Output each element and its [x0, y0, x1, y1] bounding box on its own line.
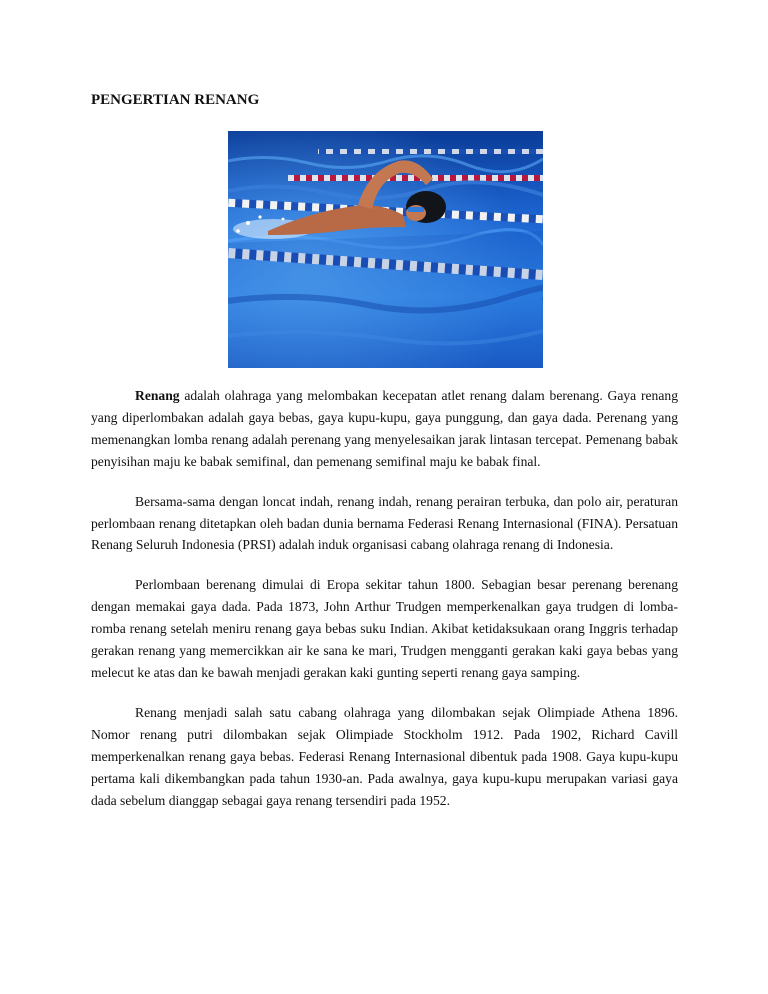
paragraph: Bersama-sama dengan loncat indah, renang indah, renang perairan terbuka, dan polo air, peraturan perlombaan renang ditetapkan oleh badan dunia bernama Federasi Renang Internasional (FINA). Persatuan Renang Seluruh Indonesia (PRSI) adalah induk organisasi cabang olahraga renang di Indonesia.	[91, 493, 678, 553]
article-body	[91, 385, 678, 829]
paragraph-lead-term: Renang	[135, 388, 180, 403]
paragraph: Perlombaan berenang dimulai di Eropa sekitar tahun 1800. Sebagian besar perenang berenang dengan memakai gaya dada. Pada 1873, John Arthur Trudgen memperkenalkan gaya trudgen di lomba-romba renang setelah meniru renang gaya bebas suku Indian. Akibat ketidaksukaan orang Inggris terhadap gerakan renang yang memercikkan air ke sana ke mari, Trudgen mengganti gerakan kaki gaya bebas yang melecut ke atas dan ke bawah menjadi gerakan kaki gunting seperti renang gaya samping.	[91, 577, 678, 680]
swimmer-photo	[228, 131, 543, 368]
page-title: PENGERTIAN RENANG	[91, 92, 260, 108]
swimmer-image	[228, 131, 543, 368]
paragraph	[91, 385, 678, 473]
paragraph-text: adalah olahraga yang melombakan kecepatan atlet renang dalam berenang. Gaya renang yang diperlombakan adalah gaya bebas, gaya kupu-kupu, gaya punggung, dan gaya dada. Perenang yang memenangkan lomba renang adalah perenang yang menyelesaikan jarak lintasan tercepat. Pemenang babak penyisihan maju ke babak semifinal, dan pemenang semifinal maju ke babak final.	[91, 388, 678, 469]
paragraph: Renang menjadi salah satu cabang olahraga yang dilombakan sejak Olimpiade Athena 1896. Nomor renang putri dilombakan sejak Olimpiade Stockholm 1912. Pada 1902, Richard Cavill memperkenalkan renang gaya bebas. Federasi Renang Internasional dibentuk pada 1908. Gaya kupu-kupu pertama kali dikembangkan pada tahun 1930-an. Pada awalnya, gaya kupu-kupu merupakan variasi gaya dada sebelum dianggap sebagai gaya renang tersendiri pada 1952.	[91, 704, 678, 808]
